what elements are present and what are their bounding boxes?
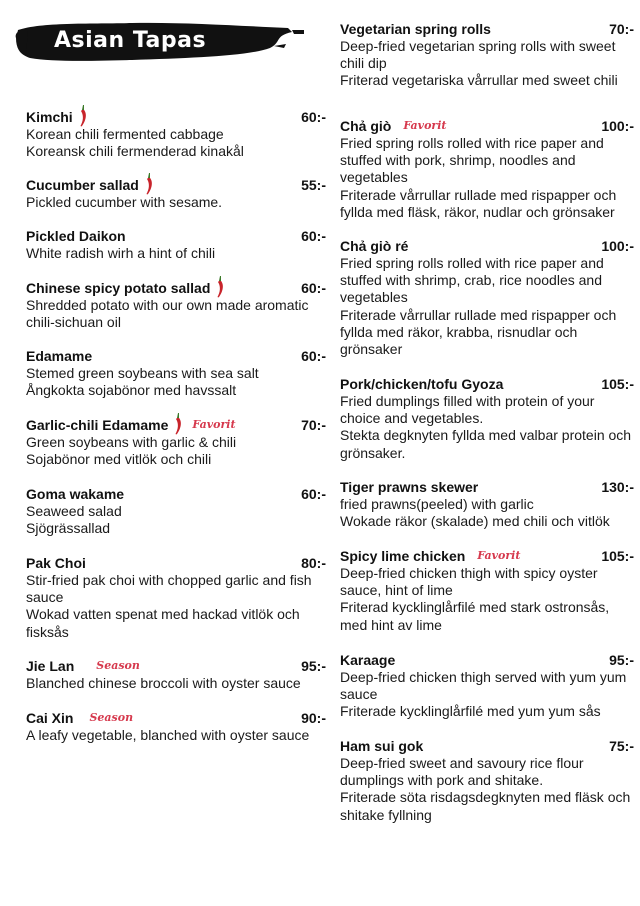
item-description: Korean chili fermented cabbage [26, 126, 224, 142]
item-description: Deep-fried vegetarian spring rolls with sweet chili dip [340, 38, 616, 72]
item-description-swedish: Friterade söta risdagsdegknyten med fläsk och shitake fyllning [340, 789, 631, 823]
item-name: Chinese spicy potato sallad [26, 280, 211, 296]
item-price: 70:- [609, 21, 634, 37]
item-price: 130:- [601, 479, 634, 495]
item-description: A leafy vegetable, blanched with oyster sauce [26, 727, 310, 743]
item-name: Chả giò ré [340, 238, 409, 254]
item-description: Seaweed salad [26, 503, 122, 519]
menu-item-spicy-lime-chicken [340, 547, 636, 634]
item-price: 70:- [301, 417, 326, 433]
item-price: 60:- [301, 348, 326, 364]
item-name: Vegetarian spring rolls [340, 21, 491, 37]
item-price: 60:- [301, 109, 326, 125]
menu-title: Asian Tapas [54, 28, 207, 53]
item-price: 95:- [609, 652, 634, 668]
item-description: Blanched chinese broccoli with oyster sauce [26, 675, 301, 691]
item-price: 100:- [601, 238, 634, 254]
item-description-swedish: Friterad kycklinglårfilé med stark ostronsås, med hint av lime [340, 599, 610, 633]
item-description-swedish: Friterade kycklinglårfilé med yum yum sås [340, 703, 601, 720]
chili-pepper-icon [172, 412, 184, 436]
item-description: Deep-fried sweet and savoury rice flour dumplings with pork and shitake. [340, 755, 584, 789]
item-name: Tiger prawns skewer [340, 479, 479, 495]
item-description-swedish: Sojabönor med vitlök och chili [26, 451, 212, 468]
menu-item-karaage [340, 651, 636, 721]
item-description-swedish: Friterad vegetariska vårrullar med sweet chili [340, 72, 618, 89]
item-description: Green soybeans with garlic & chili [26, 434, 237, 450]
item-description: Shredded potato with our own made aromatic chili-sichuan oil [26, 297, 309, 331]
menu-item-cha-gio [340, 117, 636, 221]
item-name: Kimchi [26, 109, 73, 125]
item-price: 60:- [301, 228, 326, 244]
item-description: Deep-fried chicken thigh served with yum yum sauce [340, 669, 627, 703]
season-tag: Season [96, 659, 140, 672]
item-description: Fried spring rolls rolled with rice paper and stuffed with shrimp, crab, rice noodles and vegetables [340, 255, 604, 306]
favorit-tag: Favorit [477, 549, 521, 562]
item-price: 105:- [601, 548, 634, 564]
item-price: 100:- [601, 118, 634, 134]
item-price: 80:- [301, 555, 326, 571]
item-name: Pickled Daikon [26, 228, 126, 244]
menu-item-chinese-spicy-potato-sallad [26, 279, 326, 331]
item-price: 60:- [301, 280, 326, 296]
item-description: Pickled cucumber with sesame. [26, 194, 223, 210]
item-description: Stemed green soybeans with sea salt [26, 365, 259, 381]
item-name: Goma wakame [26, 486, 125, 502]
menu-item-garlic-chili-edamame [26, 416, 326, 468]
item-price: 75:- [609, 738, 634, 754]
menu-item-jie-lan [26, 657, 326, 692]
season-tag: Season [89, 711, 134, 724]
item-name: Karaage [340, 652, 396, 668]
item-name: Ham sui gok [340, 738, 424, 754]
item-price: 105:- [601, 376, 634, 392]
item-description: Stir-fried pak choi with chopped garlic and fish sauce [26, 572, 312, 606]
menu-item-ham-sui-gok [340, 737, 636, 824]
item-price: 95:- [301, 658, 326, 674]
favorit-tag: Favorit [192, 418, 236, 431]
item-name: Garlic-chili Edamame [26, 417, 169, 433]
item-description-swedish: Friterade vårrullar rullade med rispapper och fyllda med fläsk, räkor, nudlar och grönsaker [340, 186, 617, 220]
item-name: Chả giò [340, 118, 392, 134]
item-description: Deep-fried chicken thigh with spicy oyster sauce, hint of lime [340, 565, 598, 599]
item-name: Cai Xin [26, 710, 74, 726]
item-name: Cucumber sallad [26, 177, 139, 193]
item-name: Spicy lime chicken [340, 548, 466, 564]
menu-item-goma-wakame [26, 485, 326, 537]
item-description-swedish: Friterade vårrullar rullade med rispapper och fyllda med räkor, krabba, risnudlar och grönsaker [340, 306, 617, 358]
item-description: fried prawns(peeled) with garlic [340, 496, 534, 512]
item-price: 55:- [301, 177, 326, 193]
item-description-swedish: Koreansk chili fermenderad kinakål [26, 143, 244, 160]
item-price: 60:- [301, 486, 326, 502]
menu-item-tiger-prawns-skewer [340, 478, 636, 530]
menu-item-kimchi [26, 108, 326, 160]
chili-pepper-icon [143, 172, 155, 196]
item-name: Edamame [26, 348, 93, 364]
menu-item-cai-xin [26, 709, 326, 744]
favorit-tag: Favorit [403, 119, 447, 132]
item-description-swedish: Wokad vatten spenat med hackad vitlök och fisksås [26, 606, 300, 640]
item-name: Pak Choi [26, 555, 86, 571]
item-description-swedish: Sjögrässallad [26, 520, 111, 537]
item-description: White radish wirh a hint of chili [26, 245, 216, 261]
item-price: 90:- [301, 710, 326, 726]
chili-pepper-icon [214, 275, 226, 299]
menu-item-pickled-daikon [26, 227, 326, 262]
menu-item-cucumber-sallad [26, 176, 326, 211]
menu-item-edamame [26, 347, 326, 399]
item-description-swedish: Stekta degknyten fyllda med valbar protein och grönsaker. [340, 427, 632, 461]
item-description-swedish: Wokade räkor (skalade) med chili och vitlök [340, 513, 610, 530]
item-description-swedish: Ångkokta sojabönor med havssalt [26, 382, 237, 399]
menu-item-vegetarian-spring-rolls [340, 20, 636, 90]
menu-item-gyoza [340, 375, 636, 462]
item-name: Jie Lan [26, 658, 75, 674]
item-name: Pork/chicken/tofu Gyoza [340, 376, 504, 392]
item-description: Fried dumplings filled with protein of your choice and vegetables. [340, 393, 595, 427]
item-description: Fried spring rolls rolled with rice paper and stuffed with pork, shrimp, noodles and vegetables [340, 135, 604, 186]
menu-item-pak-choi [26, 554, 326, 641]
menu-item-cha-gio-re [340, 237, 636, 358]
chili-pepper-icon [77, 104, 89, 128]
